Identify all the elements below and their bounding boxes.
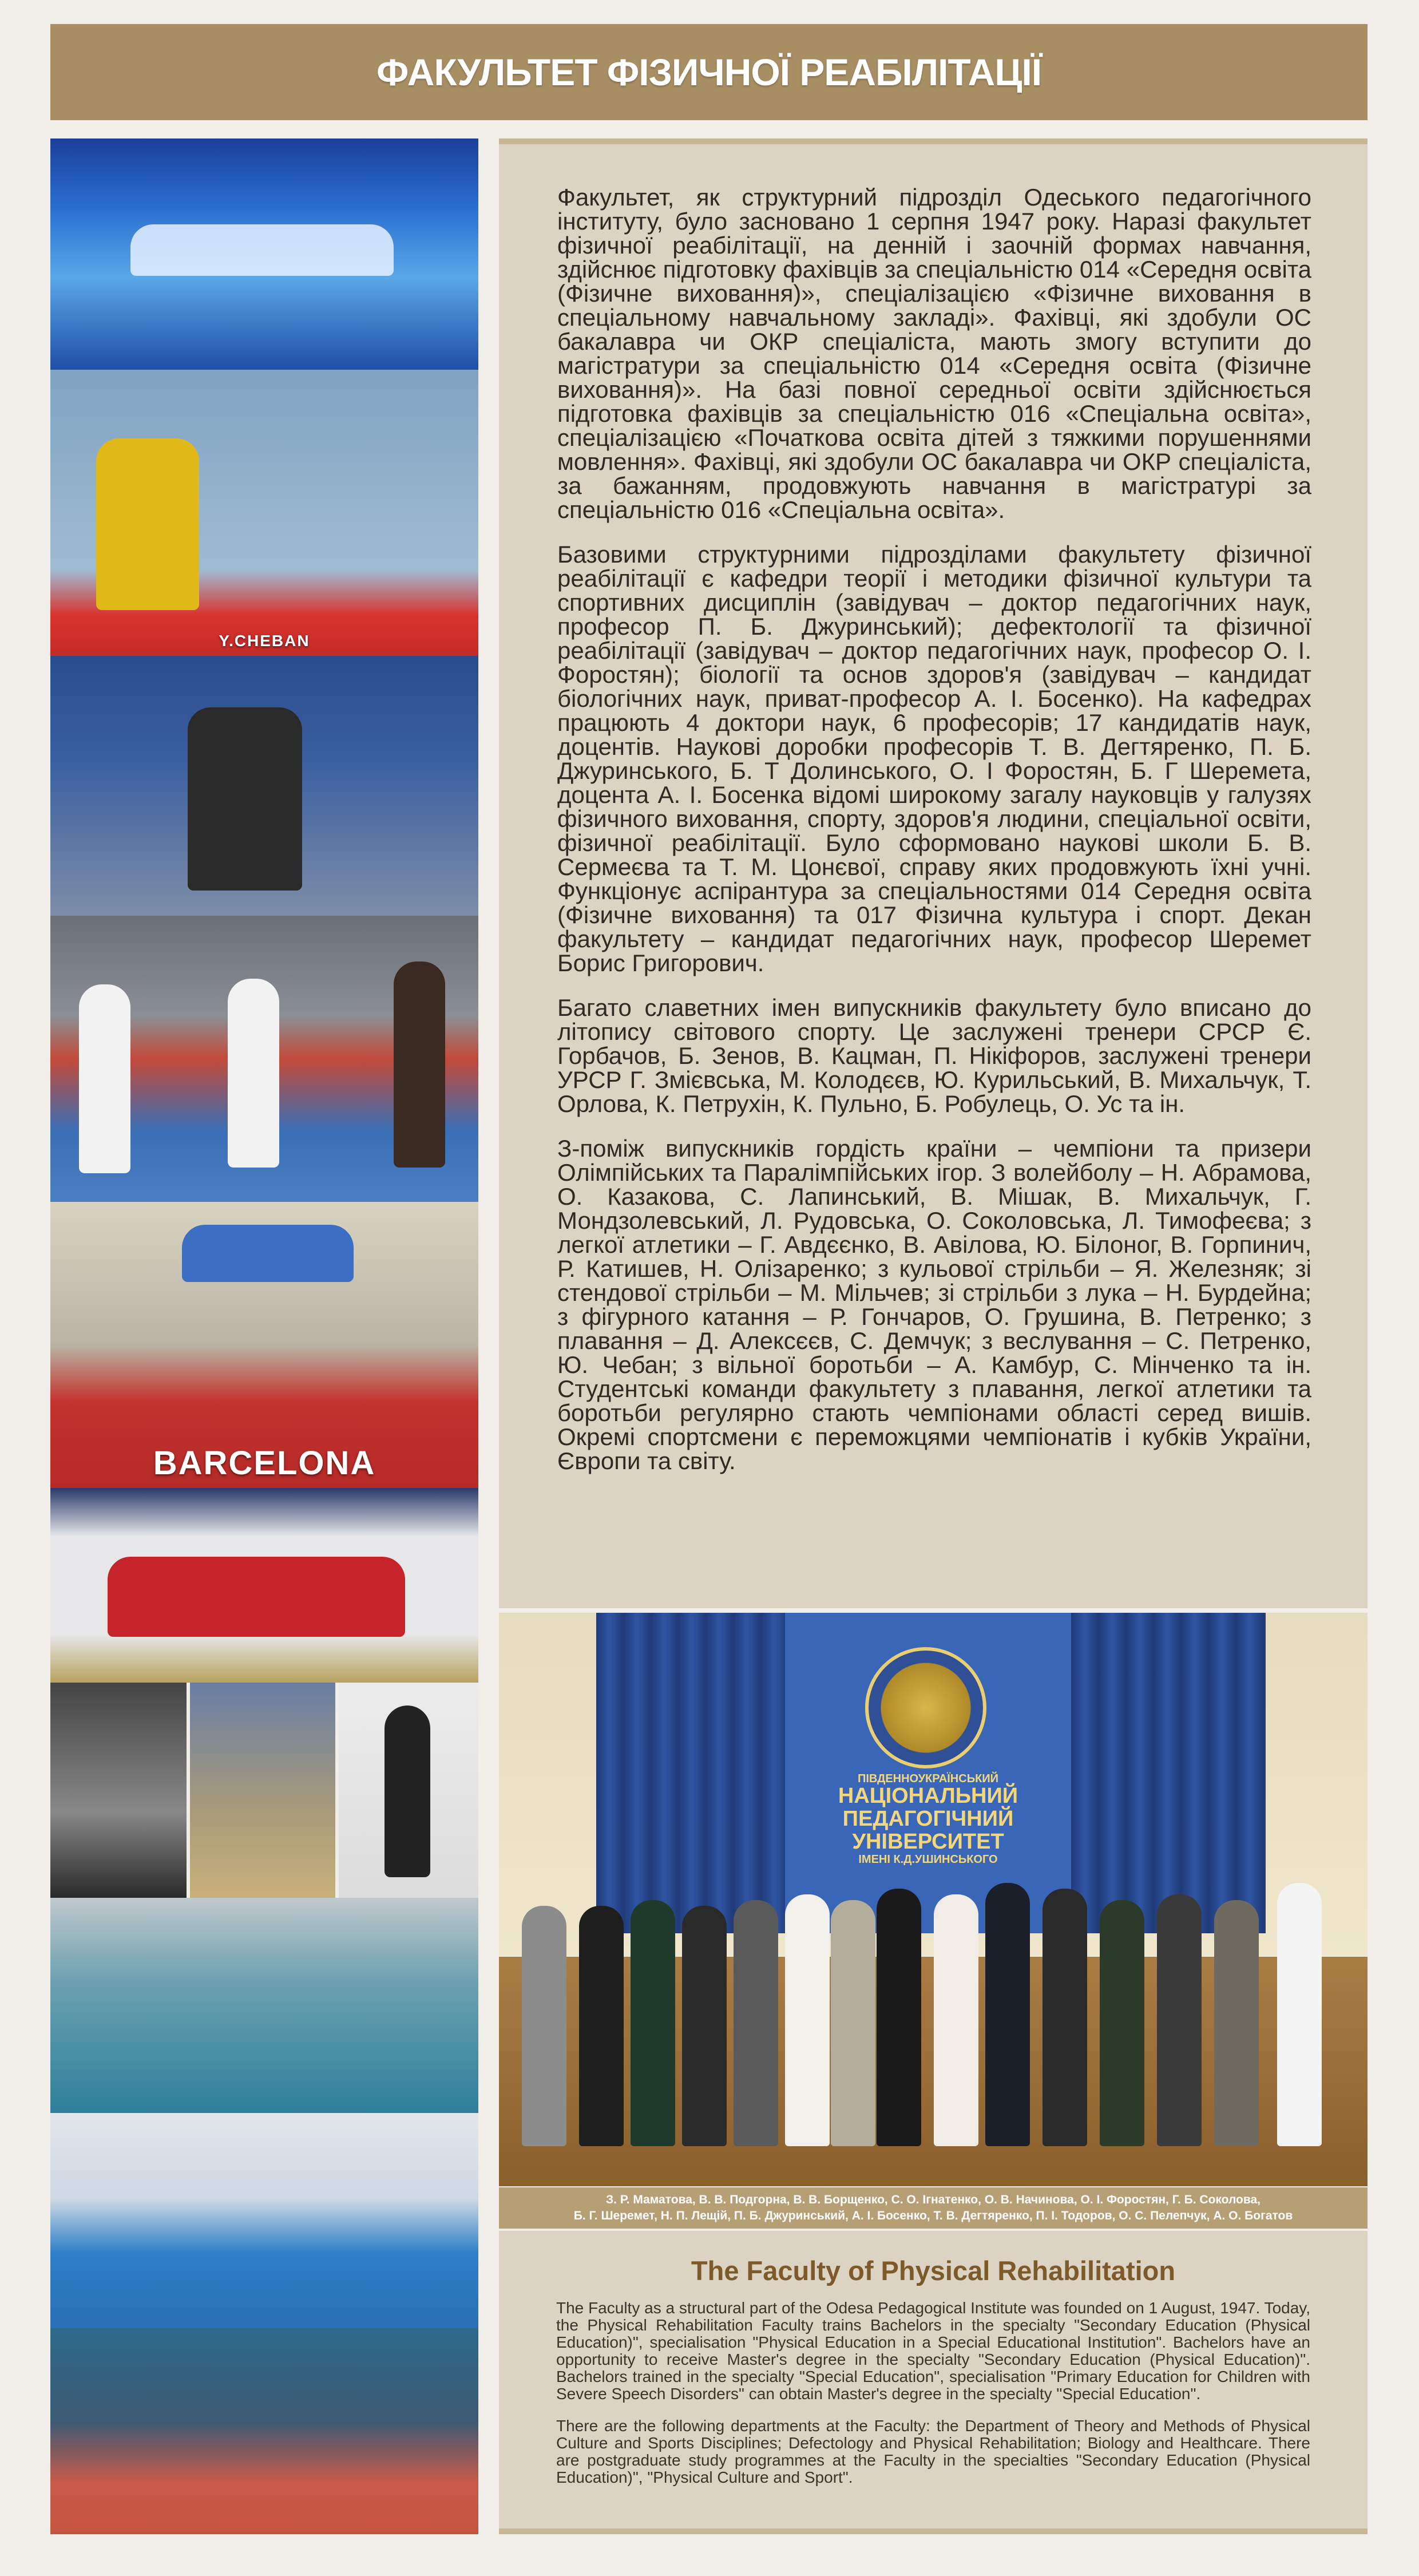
person bbox=[682, 1906, 727, 2146]
caption-line-2: Б. Г. Шеремет, Н. П. Лещій, П. Б. Джуринський, А. І. Босенко, Т. В. Дегтяренко, П. І. Тодоров, О. С. Пелепчук, А. О. Богатов bbox=[573, 2209, 1293, 2222]
banner-line-4: УНІВЕРСИТЕТ bbox=[852, 1829, 1004, 1854]
banner-text bbox=[808, 1773, 1048, 1866]
english-text bbox=[556, 2300, 1310, 2501]
curtain-left bbox=[596, 1613, 785, 1933]
en-paragraph-1: The Faculty as a structural part of the Odesa Pedagogical Institute was founded on 1 August, 1947. Today, the Physical Rehabilitation Faculty trains Bachelors in the specialty "Secondary Education (Physical Education)", specialisation "Physical Education in a Special Educational Institution". Bachelors have an opportunity to receive Master's degree in the specialty "Secondary Education (Physical Education)". Bachelors trained in the specialty "Special Education", specialisation "Primary Education for Children with Severe Speech Disorders" can obtain Master's degree in the specialty "Special Education". bbox=[556, 2299, 1310, 2403]
page-header bbox=[50, 24, 1368, 120]
en-paragraph-2: There are the following departments at the Faculty: the Department of Theory and Methods of Physical Culture and Sports Disciplines; Defectology and Physical Rehabilitation; Biology and Healthcare. There are postgraduate study programmes at the Faculty in the specialties "Secondary Education (Physical Education)", "Physical Culture and Sport". bbox=[556, 2417, 1310, 2486]
canoe-caption: Y.CHEBAN bbox=[219, 632, 310, 650]
person bbox=[579, 1906, 624, 2146]
banner-line-5: ІМЕНІ К.Д.УШИНСЬКОГО bbox=[858, 1853, 998, 1866]
person bbox=[522, 1906, 566, 2146]
ukrainian-text-panel bbox=[499, 139, 1368, 1608]
person bbox=[1157, 1894, 1202, 2146]
banner-line-1: ПІВДЕННОУКРАЇНСЬКИЙ bbox=[857, 1772, 999, 1785]
canoe-photo bbox=[50, 370, 478, 656]
english-title: The Faculty of Physical Rehabilitation bbox=[691, 2256, 1176, 2286]
volleyball-photo bbox=[50, 1683, 187, 1898]
person bbox=[1214, 1900, 1259, 2146]
stadium-caption: BARCELONA bbox=[153, 1445, 376, 1482]
caption-line-1: З. Р. Маматова, В. В. Подгорна, В. В. Борщенко, С. О. Ігнатенко, О. В. Начинова, О. І. Форостян, Г. Б. Соколова, bbox=[606, 2193, 1261, 2206]
person bbox=[1277, 1883, 1322, 2146]
banner-line-2: НАЦІОНАЛЬНИЙ bbox=[838, 1784, 1018, 1808]
gym-class-photo bbox=[50, 2113, 478, 2328]
person bbox=[631, 1900, 675, 2146]
banner-line-3: ПЕДАГОГІЧНИЙ bbox=[842, 1806, 1014, 1831]
person bbox=[1043, 1889, 1087, 2146]
group-photo-caption bbox=[499, 2187, 1368, 2229]
person bbox=[734, 1900, 778, 2146]
running-track-photo bbox=[190, 1683, 335, 1898]
university-emblem-icon bbox=[865, 1647, 986, 1768]
person bbox=[785, 1894, 830, 2146]
wrestling-photo bbox=[50, 1488, 478, 1683]
high-jump-photo bbox=[50, 1202, 478, 1488]
ukrainian-text bbox=[557, 185, 1311, 1494]
curtain-right bbox=[1071, 1613, 1266, 1933]
person bbox=[985, 1883, 1030, 2146]
sprint-photo bbox=[50, 916, 478, 1202]
english-text-panel bbox=[499, 2231, 1368, 2534]
ua-paragraph-4: З-поміж випускників гордість країни – чемпіони та призери Олімпійських та Паралімпійських ігор. З волейболу – Н. Абрамова, О. Казакова, С. Лапинський, В. Мішак, В. Михальчук, Г. Мондзолевський, Л. Рудовська, О. Соколовська, Л. Тимофеєва; з легкої атлетики – Г. Авдєєнко, В. Авілова, Ю. Білоног, В. Горпинич, Р. Катишев, Н. Олізаренко; з кульової стрільби – Я. Железняк; зі стендової стрільби – М. Мільчев; зі стрільби з лука – Н. Бурдейна; з фігурного катання – Р. Гончаров, О. Грушина, В. Петренко; з плавання – Д. Алексєєв, С. Демчук; з веслування – С. Петренко, Ю. Чебан; з вільної боротьби – А. Камбур, С. Мінченко та ін. Студентські команди факультету з плавання, легкої атлетики та боротьби регулярно стають чемпіонами області серед вишів. Окремі спортсмени є переможцями чемпіонатів і кубків України, Європи та світу. bbox=[557, 1135, 1311, 1474]
ua-paragraph-3: Багато славетних імен випускників факультету було вписано до літопису світового спорту. Це заслужені тренери СРСР Є. Горбачов, Б. Зенов, В. Кацман, П. Нікіфоров, заслужені тренери УРСР Г. Змієвська, М. Колодєєв, Ю. Курильський, В. Михальчук, Т. Орлова, К. Петрухін, К. Пульно, Б. Робулець, О. Ус та ін. bbox=[557, 994, 1311, 1117]
person bbox=[1100, 1900, 1144, 2146]
person bbox=[877, 1889, 921, 2146]
pool-photo bbox=[50, 1898, 478, 2113]
ua-paragraph-1: Факультет, як структурний підрозділ Одеського педагогічного інституту, було засновано 1 серпня 1947 року. Наразі факультет фізичної реабілітації, на денній і заочній формах навчання, здійснює підготовку фахівців за спеціальністю 014 «Середня освіта (Фізичне виховання)», спеціалізацією «Фізичне виховання в спеціальному навчальному закладі». Фахівці, які здобули ОС бакалавра чи ОКР спеціаліста, мають змогу вступити до магістратури за спеціальністю 014 «Середня освіта (Фізичне виховання)». На базі повної середньої освіти здійснюється підготовка фахівців за спеціальністю 016 «Спеціальна освіта», спеціалізацією «Початкова освіта дітей з тяжкими порушеннями мовлення». Фахівці, які здобули ОС бакалавра чи ОКР спеціаліста, за бажанням, продовжують навчання в магістратурі за спеціальністю 016 «Спеціальна освіта». bbox=[557, 184, 1311, 523]
person bbox=[934, 1894, 978, 2146]
hurdles-photo bbox=[50, 2328, 478, 2534]
faculty-group-photo bbox=[499, 1613, 1368, 2186]
person bbox=[831, 1900, 875, 2146]
long-jump-photo bbox=[50, 656, 478, 916]
figure-skating-photo bbox=[339, 1683, 478, 1898]
page-title: ФАКУЛЬТЕТ ФІЗИЧНОЇ РЕАБІЛІТАЦІЇ bbox=[376, 51, 1041, 93]
ua-paragraph-2: Базовими структурними підрозділами факультету фізичної реабілітації є кафедри теорії і методики фізичної культури та спортивних дисциплін (завідувач – доктор педагогічних наук, професор П. Б. Джуринський); дефектології та фізичної реабілітації (завідувач – доктор педагогічних наук, професор О. І. Форостян); біології та основ здоров'я (завідувач – кандидат біологічних наук, приват-професор А. І. Босенко). На кафедрах працюють 4 доктори наук, 6 професорів; 17 кандидатів наук, доцентів. Наукові доробки професорів Т. В. Дегтяренко, П. Б. Джуринського, Б. Т Долинського, О. І Форостян, Б. Г Шеремета, доцента А. І. Босенка відомі широкому загалу науковців у галузях фізичного виховання, спорту, здоров'я людини, спеціальної освіти, фізичної реабілітації. Було сформовано наукові школи Б. В. Сермеєва та Т. М. Цонєвої, справу яких продовжують їхні учні. Функціонує аспірантура за спеціальностями 014 Середня освіта (Фізичне виховання) та 017 Фізична культура і спорт. Декан факультету – кандидат педагогічних наук, професор Шеремет Борис Григорович. bbox=[557, 541, 1311, 976]
sports-photo-column bbox=[50, 139, 478, 2534]
swimming-photo bbox=[50, 139, 478, 370]
